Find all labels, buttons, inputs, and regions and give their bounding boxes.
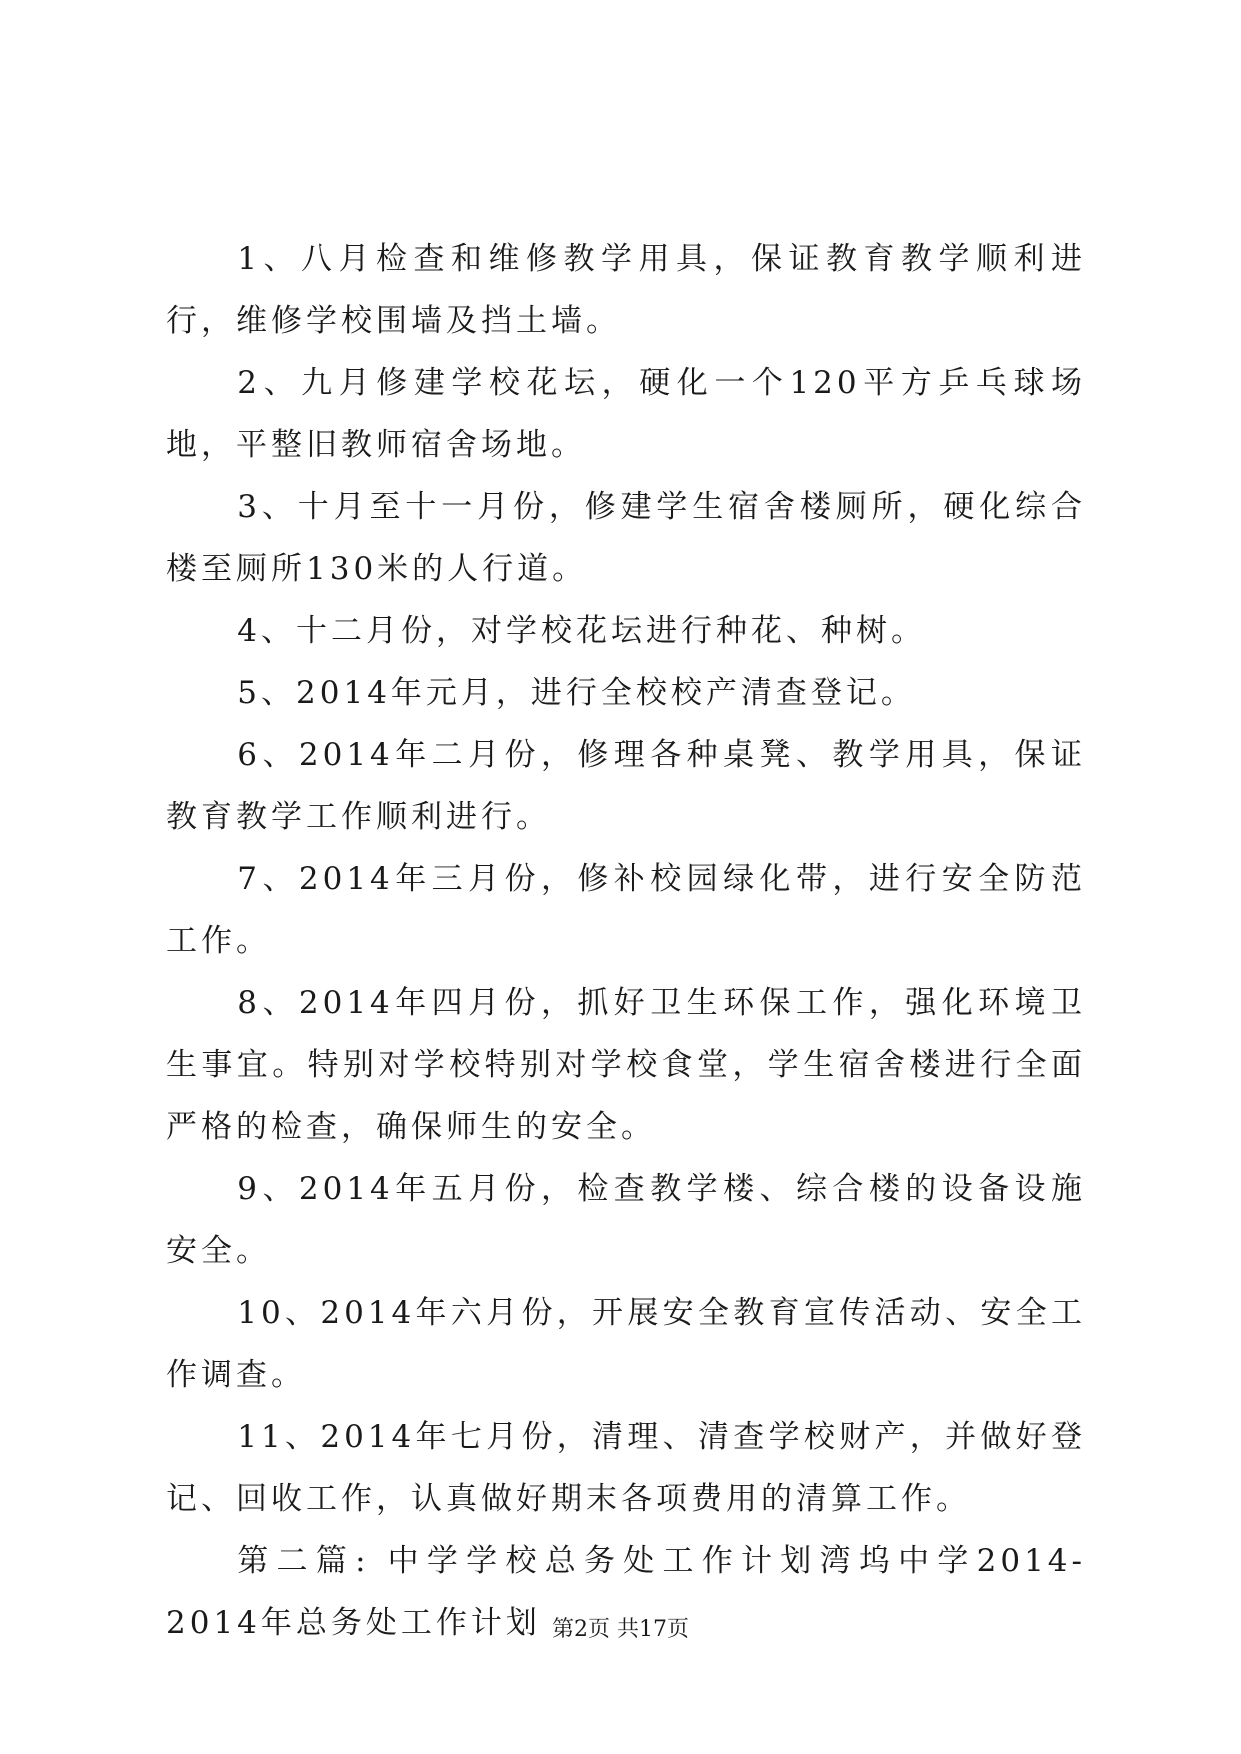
paragraph-6: 6、2014年二月份，修理各种桌凳、教学用具，保证教育教学工作顺利进行。	[166, 737, 1086, 835]
paragraph-2: 2、九月修建学校花坛，硬化一个120平方乒乓球场地，平整旧教师宿舍场地。	[166, 365, 1086, 463]
paragraph-1: 1、八月检查和维修教学用具，保证教育教学顺利进行，维修学校围墙及挡土墙。	[166, 241, 1086, 339]
paragraph-7: 7、2014年三月份，修补校园绿化带，进行安全防范工作。	[166, 861, 1086, 959]
paragraph-10: 10、2014年六月份，开展安全教育宣传活动、安全工作调查。	[166, 1295, 1086, 1393]
paragraph-5: 5、2014年元月，进行全校校产清查登记。	[237, 675, 916, 711]
page-footer: 第2页 共17页	[552, 1617, 689, 1642]
paragraph-8: 8、2014年四月份，抓好卫生环保工作，强化环境卫生事宜。特别对学校特别对学校食堂，学生宿舍楼进行全面严格的检查，确保师生的安全。	[166, 985, 1086, 1145]
paragraph-4: 4、十二月份，对学校花坛进行种花、种树。	[237, 613, 927, 649]
paragraph-11: 11、2014年七月份，清理、清查学校财产，并做好登记、回收工作，认真做好期末各项费用的清算工作。	[166, 1419, 1086, 1517]
paragraph-9: 9、2014年五月份，检查教学楼、综合楼的设备设施安全。	[166, 1171, 1086, 1269]
paragraph-3: 3、十月至十一月份，修建学生宿舍楼厕所，硬化综合楼至厕所130米的人行道。	[166, 489, 1086, 587]
document-body	[166, 228, 1086, 1654]
section-heading: 第二篇: 中学学校总务处工作计划湾坞中学2014-2014年总务处工作计划	[166, 1543, 1086, 1641]
